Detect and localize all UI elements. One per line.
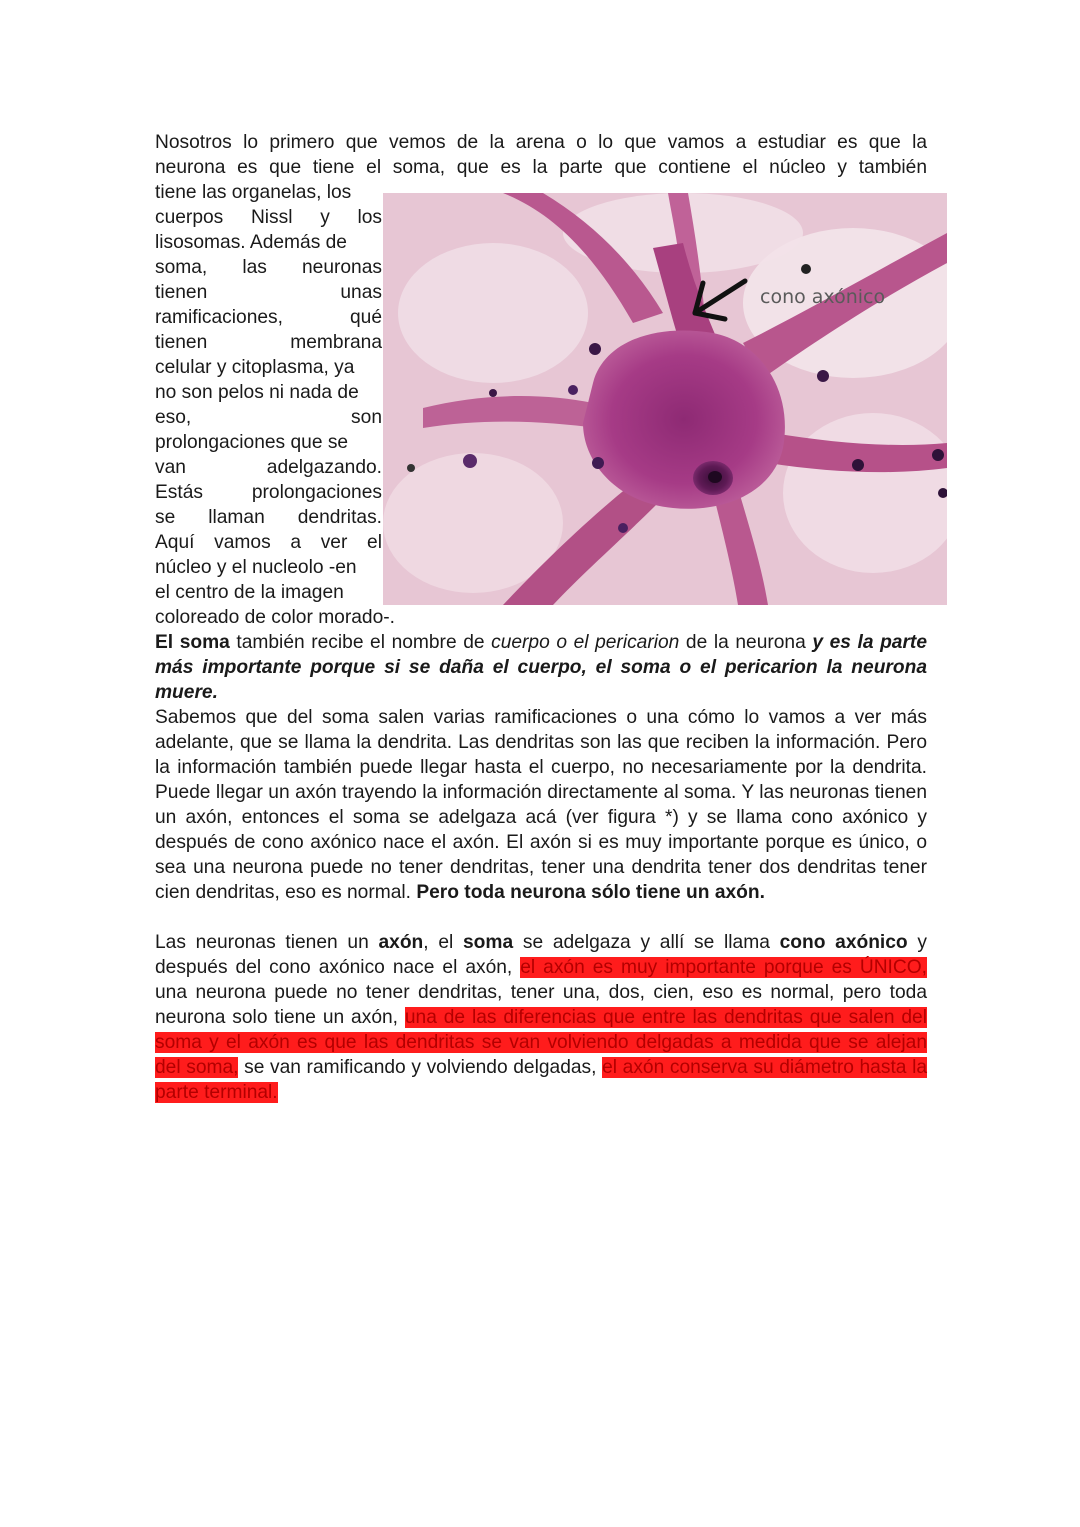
soma-bold: El soma bbox=[155, 632, 230, 653]
column-last-line: coloreado de color morado-. bbox=[155, 607, 395, 628]
axon-text: se van ramificando y volviendo delgadas, bbox=[238, 1057, 603, 1078]
column-line: cuerpos Nissl y los bbox=[155, 207, 382, 228]
dendrite-paragraph bbox=[155, 705, 927, 905]
column-line: núcleo y el nucleolo -en bbox=[155, 557, 357, 578]
column-line: soma, las neuronas bbox=[155, 257, 382, 278]
soma-bold-italic: y es la parte más importante porque si se daña el cuerpo, el soma o el pericarion la neurona muere. bbox=[155, 632, 927, 703]
axon-text: se adelgaza y allí se llama bbox=[513, 932, 780, 953]
axon-bold: cono axónico bbox=[779, 932, 908, 953]
axon-bold: soma bbox=[463, 932, 514, 953]
highlight-text: el axón conserva su diámetro hasta la parte terminal. bbox=[155, 1057, 928, 1103]
dendrite-bold-end: Pero toda neurona sólo tiene un axón. bbox=[416, 882, 765, 903]
neuron-image bbox=[383, 193, 947, 605]
axon-paragraph bbox=[155, 930, 927, 1105]
column-line: tienen membrana bbox=[155, 332, 382, 353]
axon-text: Las neuronas tienen un bbox=[155, 932, 379, 953]
axon-text: , el bbox=[423, 932, 463, 953]
intro-line-1: Nosotros lo primero que vemos de la arena o lo que vamos a estudiar es que la bbox=[155, 132, 927, 153]
column-line: no son pelos ni nada de bbox=[155, 382, 359, 403]
column-line: Aquí vamos a ver el bbox=[155, 532, 382, 553]
axon-bold: axón bbox=[378, 932, 424, 953]
soma-paragraph bbox=[155, 630, 927, 705]
column-line: eso, son bbox=[155, 407, 382, 428]
soma-text-2: de la neurona bbox=[679, 632, 813, 653]
cono-axonico-label: cono axónico bbox=[760, 286, 886, 308]
highlight-text: el axón es muy importante porque es ÚNICO, bbox=[520, 957, 927, 978]
column-line: tiene las organelas, los bbox=[155, 182, 352, 203]
soma-text-1: también recibe el nombre de bbox=[229, 632, 492, 653]
column-line: el centro de la imagen bbox=[155, 582, 344, 603]
column-line: celular y citoplasma, ya bbox=[155, 357, 355, 378]
dendrite-text: Sabemos que del soma salen varias ramificaciones o una cómo lo vamos a ver más adelante, que se llama la dendrita. Las dendritas son las que reciben la información. Pero la información también puede llegar hasta el cuerpo, no necesariamente por la dendrita. Puede llegar un axón trayendo la información directamente al soma. Y las neuronas tienen un axón, entonces el soma se adelgaza acá (ver figura *) y se llama cono axónico y después de cono axónico nace el axón. El axón si es muy importante porque es único, o sea una neurona puede no tener dendritas, tener una dendrita tener dos dendritas tener cien dendritas, eso es normal. bbox=[155, 707, 927, 903]
soma-italic: cuerpo o el pericarion bbox=[491, 632, 680, 653]
column-line: van adelgazando. bbox=[155, 457, 382, 478]
intro-line-2: neurona es que tiene el soma, que es la parte que contiene el núcleo y también bbox=[155, 157, 927, 178]
axon-text: una neurona puede no tener dendritas, tener una, dos, cien, eso es normal, pero toda neurona solo tiene un axón, bbox=[155, 982, 927, 1028]
wrapped-column-text bbox=[155, 180, 382, 605]
column-line: tienen unas bbox=[155, 282, 382, 303]
column-line: prolongaciones que se bbox=[155, 432, 349, 453]
column-line: lisosomas. Además de bbox=[155, 232, 347, 253]
highlight-text: una de las diferencias que entre las dendritas que salen del soma y el axón es que las dendritas se van volviendo delgadas a medida que se alejan del soma, bbox=[155, 1007, 927, 1078]
column-line: Estás prolongaciones bbox=[155, 482, 382, 503]
column-line: se llaman dendritas. bbox=[155, 507, 382, 528]
column-line: ramificaciones, qué bbox=[155, 307, 382, 328]
body-text bbox=[155, 605, 927, 1105]
intro-text bbox=[155, 130, 927, 180]
axon-text: y después del cono axónico nace el axón, bbox=[155, 932, 927, 978]
neuron-micrograph bbox=[383, 193, 947, 605]
